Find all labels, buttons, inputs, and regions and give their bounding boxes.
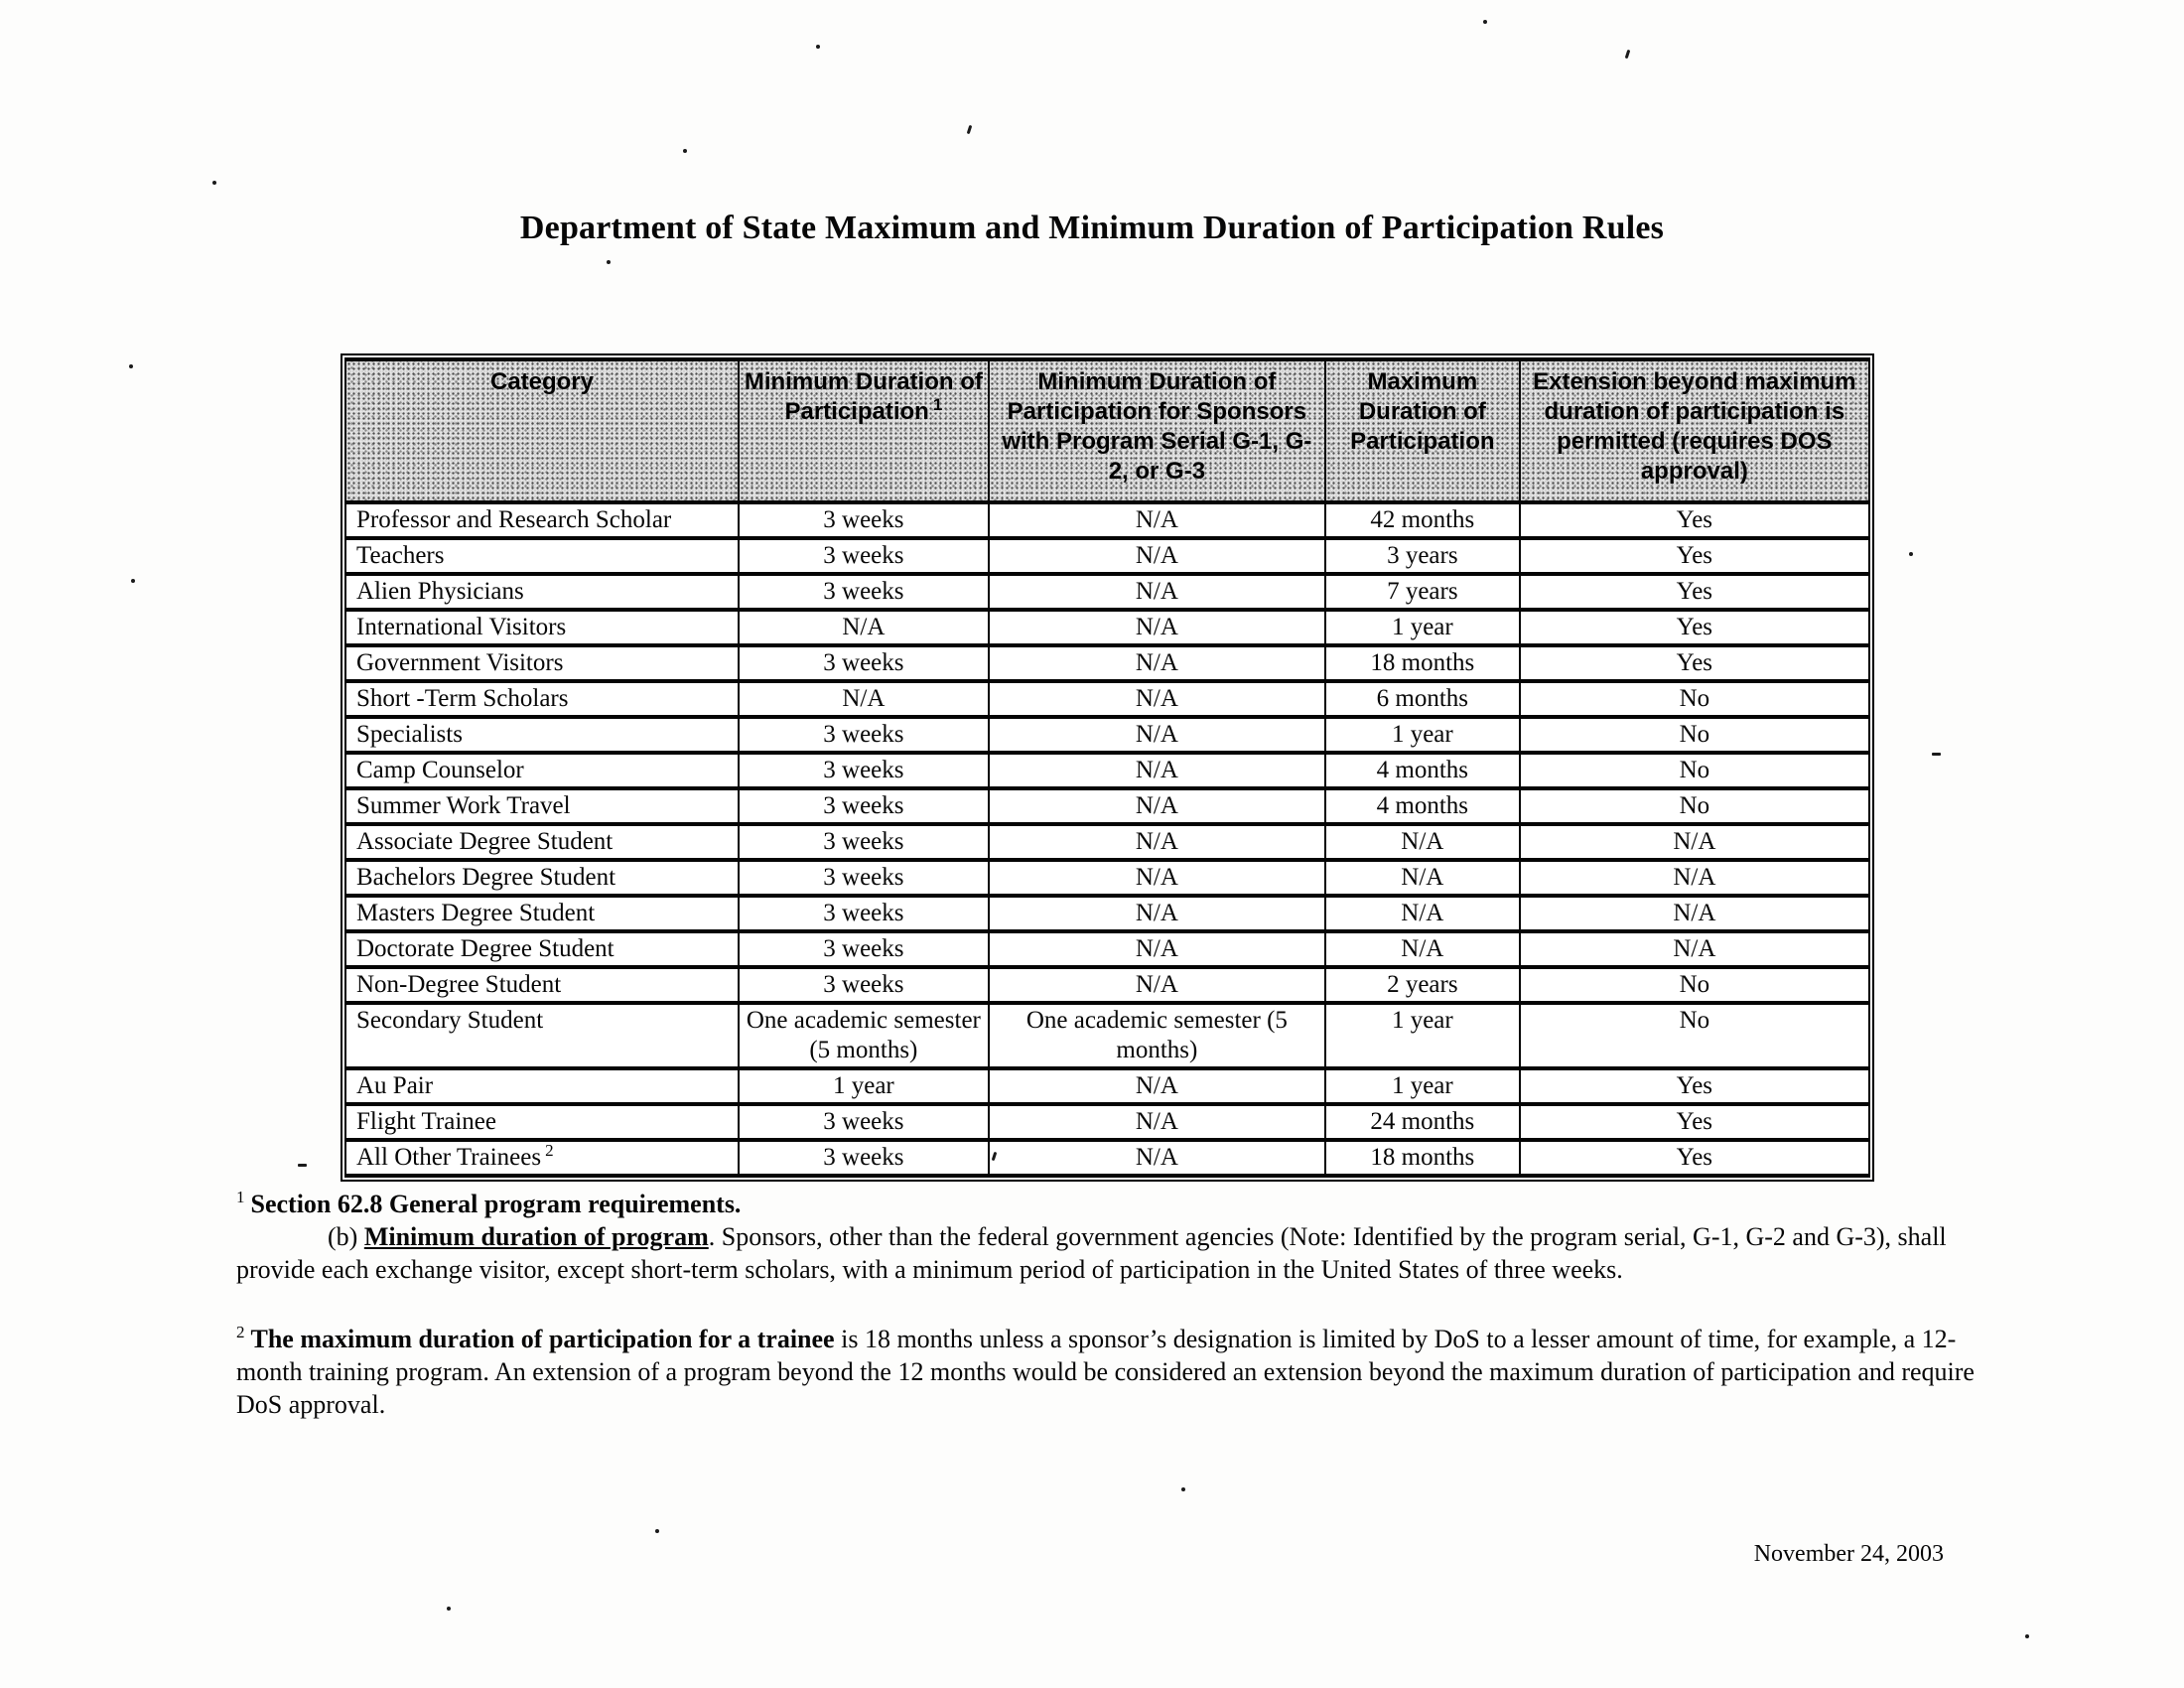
table-row: [345, 967, 1869, 1003]
footnote-ref-2: 2: [545, 1140, 554, 1160]
cell-min: 3 weeks: [739, 1140, 989, 1176]
footnote-2: [236, 1323, 1985, 1421]
table-row: [345, 645, 1869, 681]
cell-max: 3 years: [1325, 538, 1520, 574]
cell-min_sponsors: N/A: [989, 1140, 1325, 1176]
cell-category: Specialists: [345, 717, 739, 753]
cell-category: Camp Counselor: [345, 753, 739, 788]
cell-min: 3 weeks: [739, 788, 989, 824]
cell-min_sponsors: N/A: [989, 860, 1325, 896]
scan-speck: [816, 45, 820, 49]
cell-extension: N/A: [1520, 824, 1869, 860]
cell-max: 4 months: [1325, 753, 1520, 788]
cell-min_sponsors: One academic semester (5 months): [989, 1003, 1325, 1068]
table-row: [345, 574, 1869, 610]
table-row: [345, 824, 1869, 860]
cell-min_sponsors: N/A: [989, 574, 1325, 610]
footnote-1-underlined-phrase: Minimum duration of program: [363, 1222, 709, 1251]
cell-extension: Yes: [1520, 502, 1869, 538]
cell-min_sponsors: N/A: [989, 1104, 1325, 1140]
cell-category: Secondary Student: [345, 1003, 739, 1068]
cell-category: Bachelors Degree Student: [345, 860, 739, 896]
cell-max: N/A: [1325, 824, 1520, 860]
cell-category: International Visitors: [345, 610, 739, 645]
scan-speck: [607, 260, 611, 264]
footnote-2-body: [236, 1323, 1985, 1421]
cell-min: 3 weeks: [739, 717, 989, 753]
cell-min_sponsors: N/A: [989, 967, 1325, 1003]
cell-extension: Yes: [1520, 1104, 1869, 1140]
cell-extension: No: [1520, 1003, 1869, 1068]
cell-min_sponsors: N/A: [989, 896, 1325, 931]
table-row: [345, 896, 1869, 931]
cell-min: 3 weeks: [739, 574, 989, 610]
cell-max: N/A: [1325, 860, 1520, 896]
table-row: [345, 681, 1869, 717]
cell-min: 3 weeks: [739, 967, 989, 1003]
scan-speck: [1909, 552, 1913, 556]
table-row: [345, 1140, 1869, 1176]
column-header-category: [345, 359, 739, 502]
cell-min_sponsors: N/A: [989, 538, 1325, 574]
cell-category: Non-Degree Student: [345, 967, 739, 1003]
scan-speck: [1181, 1487, 1185, 1491]
cell-min_sponsors: N/A: [989, 502, 1325, 538]
page-title: Department of State Maximum and Minimum Duration of Participation Rules: [519, 209, 1665, 246]
cell-max: 1 year: [1325, 1068, 1520, 1104]
column-header-label: Minimum Duration of Participation: [744, 368, 983, 425]
cell-min: N/A: [739, 681, 989, 717]
cell-extension: No: [1520, 753, 1869, 788]
table-row: [345, 753, 1869, 788]
cell-min: 3 weeks: [739, 1104, 989, 1140]
table-row: [345, 538, 1869, 574]
scan-speck: [447, 1607, 451, 1611]
table-row: [345, 931, 1869, 967]
cell-max: 18 months: [1325, 1140, 1520, 1176]
column-header-maximum-duration: [1325, 359, 1520, 502]
cell-max: 18 months: [1325, 645, 1520, 681]
cell-category: Au Pair: [345, 1068, 739, 1104]
table-row: [345, 860, 1869, 896]
cell-category: Masters Degree Student: [345, 896, 739, 931]
cell-extension: Yes: [1520, 1068, 1869, 1104]
column-header-label: Category: [489, 368, 595, 395]
cell-extension: N/A: [1520, 931, 1869, 967]
cell-extension: No: [1520, 681, 1869, 717]
cell-category: Professor and Research Scholar: [345, 502, 739, 538]
scan-speck: [1483, 20, 1487, 24]
table-row: [345, 502, 1869, 538]
table-row: [345, 610, 1869, 645]
cell-max: 1 year: [1325, 610, 1520, 645]
cell-extension: N/A: [1520, 860, 1869, 896]
cell-max: 4 months: [1325, 788, 1520, 824]
scan-speck: [683, 149, 687, 153]
cell-extension: Yes: [1520, 574, 1869, 610]
cell-category: Associate Degree Student: [345, 824, 739, 860]
cell-extension: Yes: [1520, 1140, 1869, 1176]
column-header-minimum-duration: [739, 359, 989, 502]
cell-category: Summer Work Travel: [345, 788, 739, 824]
cell-extension: No: [1520, 967, 1869, 1003]
cell-min_sponsors: N/A: [989, 931, 1325, 967]
cell-extension: N/A: [1520, 896, 1869, 931]
cell-extension: Yes: [1520, 645, 1869, 681]
cell-min: 3 weeks: [739, 753, 989, 788]
footnote-ref-1: 1: [932, 395, 943, 414]
table-header-row: [345, 359, 1869, 502]
cell-min_sponsors: N/A: [989, 753, 1325, 788]
document-date: November 24, 2003: [1753, 1541, 1944, 1567]
scan-speck: [1625, 50, 1631, 59]
scan-speck: [655, 1529, 659, 1533]
cell-min_sponsors: N/A: [989, 717, 1325, 753]
cell-min_sponsors: N/A: [989, 1068, 1325, 1104]
cell-max: 1 year: [1325, 717, 1520, 753]
duration-rules-table-wrapper: [341, 353, 1874, 1182]
cell-max: N/A: [1325, 896, 1520, 931]
cell-extension: Yes: [1520, 610, 1869, 645]
cell-min_sponsors: N/A: [989, 788, 1325, 824]
table-body: [345, 502, 1869, 1176]
cell-extension: No: [1520, 717, 1869, 753]
cell-category: All Other Trainees $^2$: [345, 1140, 739, 1176]
cell-min: 3 weeks: [739, 538, 989, 574]
footnote-1-marker: 1: [236, 1188, 245, 1207]
cell-category: Flight Trainee: [345, 1104, 739, 1140]
column-header-extension: [1520, 359, 1869, 502]
footnote-2-body-text: is 18 months unless a sponsor’s designation is limited by DoS to a lesser amount of time, for example, a 12-month training program. An extension of a program beyond the 12 months would be considered an extension beyond the maximum duration of participation and require DoS approval.: [236, 1325, 1975, 1419]
cell-category: Short -Term Scholars: [345, 681, 739, 717]
cell-min_sponsors: N/A: [989, 645, 1325, 681]
cell-min_sponsors: N/A: [989, 824, 1325, 860]
cell-max: 42 months: [1325, 502, 1520, 538]
scan-speck: [298, 1164, 307, 1167]
cell-min: 3 weeks: [739, 860, 989, 896]
footnote-2-marker: 2: [236, 1323, 245, 1342]
cell-category: Doctorate Degree Student: [345, 931, 739, 967]
footnote-1-heading: Section 62.8 General program requirements.: [250, 1190, 742, 1218]
cell-extension: Yes: [1520, 538, 1869, 574]
cell-min: 3 weeks: [739, 824, 989, 860]
cell-max: 2 years: [1325, 967, 1520, 1003]
table-row: [345, 1104, 1869, 1140]
cell-extension: No: [1520, 788, 1869, 824]
cell-max: 6 months: [1325, 681, 1520, 717]
cell-min: One academic semester (5 months): [739, 1003, 989, 1068]
table-row: [345, 788, 1869, 824]
cell-category: Teachers: [345, 538, 739, 574]
cell-max: 1 year: [1325, 1003, 1520, 1068]
column-header-label: Extension beyond maximum duration of participation is permitted (requires DOS approval): [1533, 368, 1856, 485]
cell-max: N/A: [1325, 931, 1520, 967]
cell-min_sponsors: N/A: [989, 610, 1325, 645]
scan-speck: [1932, 753, 1941, 756]
cell-min: 3 weeks: [739, 645, 989, 681]
cell-min: 3 weeks: [739, 931, 989, 967]
column-header-label: Minimum Duration of Participation for Sponsors with Program Serial G-1, G-2, or G-3: [1002, 368, 1312, 485]
footnote-1-heading-line: [236, 1188, 1985, 1220]
cell-max: 24 months: [1325, 1104, 1520, 1140]
cell-min_sponsors: N/A: [989, 681, 1325, 717]
scan-speck: [129, 364, 133, 368]
footnote-1-body: [236, 1220, 1985, 1286]
scan-speck: [131, 579, 135, 583]
cell-category: Government Visitors: [345, 645, 739, 681]
column-header-minimum-duration-sponsors: [989, 359, 1325, 502]
footnote-1: [236, 1188, 1985, 1286]
table-row: [345, 1068, 1869, 1104]
cell-min: 3 weeks: [739, 502, 989, 538]
column-header-label: Maximum Duration of Participation: [1350, 368, 1495, 455]
duration-rules-table: [344, 357, 1870, 1178]
cell-min: 3 weeks: [739, 896, 989, 931]
cell-min: N/A: [739, 610, 989, 645]
cell-min: 1 year: [739, 1068, 989, 1104]
table-row: [345, 1003, 1869, 1068]
cell-category: Alien Physicians: [345, 574, 739, 610]
scan-speck: [967, 125, 973, 134]
scan-speck: [212, 181, 216, 185]
scan-speck: [2025, 1634, 2029, 1638]
table-row: [345, 717, 1869, 753]
cell-max: 7 years: [1325, 574, 1520, 610]
footnote-1-body-text: . Sponsors, other than the federal government agencies (Note: Identified by the program serial, G-1, G-2 and G-3), shall provide each exchange visitor, except short-term scholars, with a minimum period of participation in the United States of three weeks.: [236, 1222, 1947, 1284]
footnote-2-lead-bold: The maximum duration of participation for a trainee: [250, 1325, 835, 1353]
footnote-1-b-label: (b): [328, 1222, 364, 1251]
